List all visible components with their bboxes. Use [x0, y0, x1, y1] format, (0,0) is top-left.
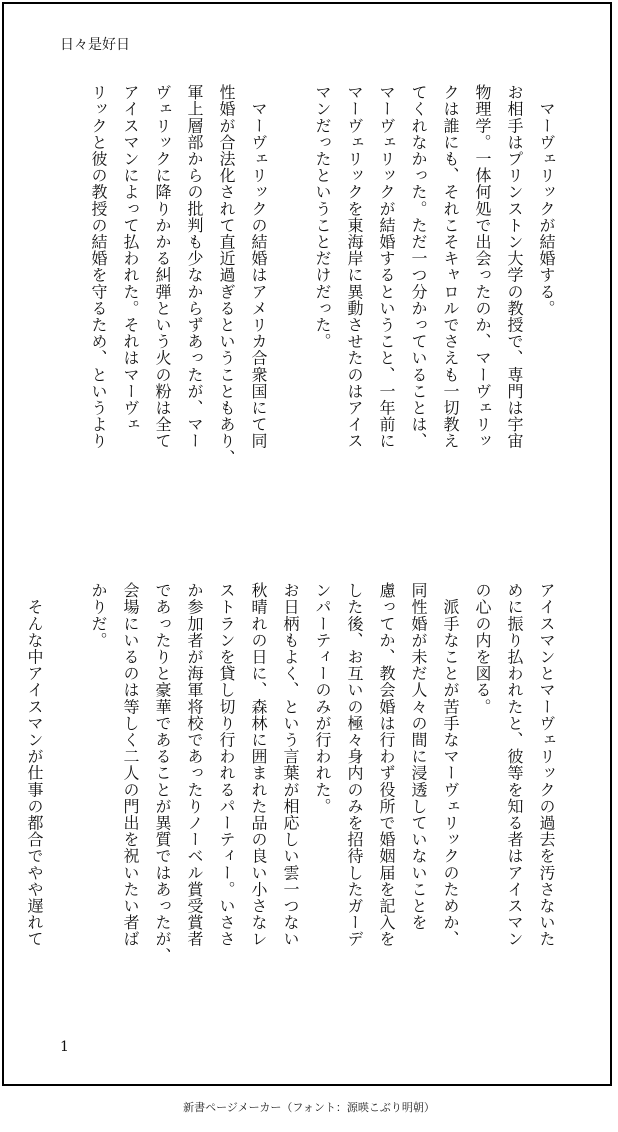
text-line: かりだ。 — [89, 582, 108, 649]
text-line: てくれなかった。ただ一つ分かっていることは、 — [409, 84, 428, 450]
text-line: 性婚が合法化されて直近過ぎるということもあり、 — [217, 84, 236, 466]
text-line — [274, 84, 306, 534]
text-line: 軍上層部からの批判も少なからずあったが、マー — [185, 84, 204, 450]
text-line: アイスマンによって払われた。それはマーヴェ — [121, 84, 140, 433]
text-line: 会場にいるのは等しく二人の門出を祝いたい者ば — [121, 582, 140, 948]
page-frame — [2, 2, 612, 1086]
text-line: した後、お互いの極々身内のみを招待したガーデ — [345, 582, 364, 948]
text-line: ストランを貸し切り行われるパーティー。いささ — [217, 582, 236, 948]
footer-credit: 新書ページメーカー（フォント：源暎こぶり明朝） — [183, 1101, 435, 1114]
text-line: お相手はプリンストン大学の教授で、専門は宇宙 — [505, 84, 524, 450]
text-line: クは誰にも、それこそキャロルでさえも一切教え — [441, 84, 460, 450]
text-line: 派手なことが苦手なマーヴェリックのためか、 — [441, 582, 460, 948]
text-line: マーヴェリックが結婚する。 — [537, 84, 556, 317]
text-line: 慮ってか、教会婚は行わず役所で婚姻届を記入を — [377, 582, 396, 948]
text-line: マーヴェリックが結婚するということ、一年前に — [377, 84, 396, 450]
text-line: アイスマンとマーヴェリックの過去を汚さないた — [537, 582, 556, 948]
text-line: ンパーティーのみが行われた。 — [313, 582, 332, 815]
text-line: リックと彼の教授の結婚を守るため、というより — [89, 84, 108, 450]
text-block-bottom — [18, 582, 562, 1032]
text-block-top — [82, 84, 562, 534]
text-line: そんな中アイスマンが仕事の都合でやや遅れて — [25, 582, 44, 948]
text-line: か参加者が海軍将校であったりノーベル賞受賞者 — [185, 582, 204, 948]
text-line: 物理学。一体何処で出会ったのか、マーヴェリッ — [473, 84, 492, 450]
text-line: マーヴェリックの結婚はアメリカ合衆国にて同 — [249, 84, 268, 450]
page-number: 1 — [60, 1039, 69, 1055]
text-line: マーヴェリックを東海岸に異動させたのはアイス — [345, 84, 364, 450]
text-line: の心の内を図る。 — [473, 582, 492, 715]
text-line: マンだったということだけだった。 — [313, 84, 332, 350]
text-line — [50, 582, 82, 1032]
text-line: であったりと豪華であることが異質ではあったが、 — [153, 582, 172, 964]
running-title: 日々是好日 — [60, 37, 130, 53]
text-line: ヴェリックに降りかかる糾弾という火の粉は全て — [153, 84, 172, 450]
text-line: お日柄もよく、という言葉が相応しい雲一つない — [281, 582, 300, 948]
text-line: 秋晴れの日に、森林に囲まれた品の良い小さなレ — [249, 582, 268, 948]
text-line: めに振り払われたと、彼等を知る者はアイスマン — [505, 582, 524, 948]
text-line: 同性婚が未だ人々の間に浸透していないことを — [409, 582, 428, 931]
